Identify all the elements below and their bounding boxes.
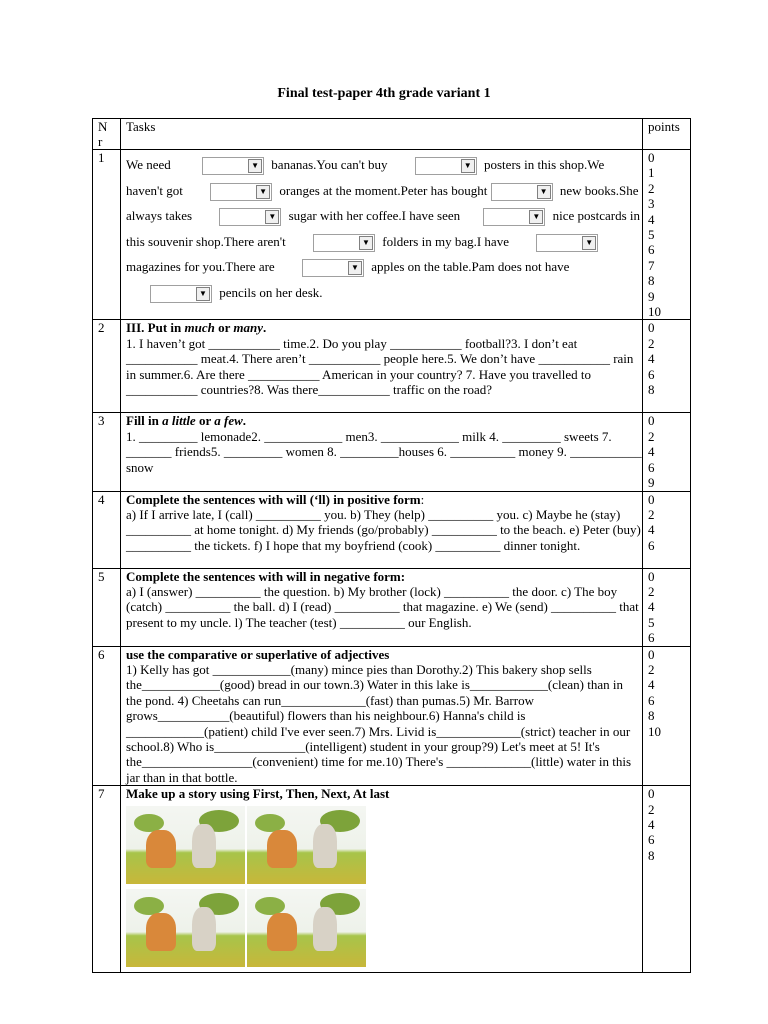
- task-row-7: [93, 786, 691, 973]
- story-picture-4: [247, 889, 366, 967]
- story-picture-2: [247, 806, 366, 884]
- chevron-down-icon[interactable]: ▼: [537, 185, 551, 199]
- header-tasks: Tasks: [121, 119, 643, 150]
- dropdown-9[interactable]: [302, 259, 364, 277]
- points-list: 0 2 4 6 8 10: [643, 646, 691, 786]
- task-number: 4: [93, 491, 121, 568]
- task-number: 5: [93, 568, 121, 646]
- task-body: 1. _________ lemonade2. ____________ men3. ____________ milk 4. _________ sweets 7. _______ friends5. _________ women 8. _________houses 6. __________ money 9. ___________ snow: [126, 428, 642, 475]
- story-picture-1: [126, 806, 245, 884]
- chevron-down-icon[interactable]: ▼: [248, 159, 262, 173]
- task-heading: III. Put in much or many.: [126, 320, 267, 336]
- chevron-down-icon[interactable]: ▼: [256, 185, 270, 199]
- page-title: Final test-paper 4th grade variant 1: [277, 86, 491, 101]
- dropdown-1[interactable]: [202, 157, 264, 175]
- story-picture-3: [126, 889, 245, 967]
- dropdown-7[interactable]: [313, 234, 375, 252]
- task-content: Complete the sentences with will (‘ll) in positive form: a) If I arrive late, I (call) __________ you. b) They (help) __________ you. c) Maybe he (stay) __________ at home tonight. d) My friends (go/probably) __________ to the beach. e) Peter (buy) __________ the tickets. f) I hope that my boyfriend (cook) __________ dinner tonight.: [121, 491, 643, 568]
- task-number: 7: [93, 786, 121, 973]
- chevron-down-icon[interactable]: ▼: [359, 236, 373, 250]
- fill-dropdown-text: We need ▼ bananas.You can't buy ▼ posters in this shop.We haven't got ▼ oranges at the moment.Peter has bought ▼ new books.She always takes ▼ sugar with her coffee.I have seen ▼ nice postcards in this souvenir shop.There aren't ▼ folders in my bag.I have ▼ magazines for you.There are ▼ apples on the table.Pam does not have ▼ pencils on her desk.: [126, 150, 642, 305]
- dropdown-8[interactable]: [536, 234, 598, 252]
- points-list: 0 2 4 6: [643, 491, 691, 568]
- task-row-6: [93, 646, 691, 786]
- points-list: 0 2 4 6 8: [643, 786, 691, 973]
- points-list: 0 2 4 6 8: [643, 320, 691, 413]
- story-pictures: [126, 802, 642, 973]
- chevron-down-icon[interactable]: ▼: [265, 210, 279, 224]
- task-body: 1. I haven’t got ___________ time.2. Do you play ___________ football?3. I don’t eat ___________ meat.4. There aren’t ___________ people here.5. We don’t have ___________ rain in summer.6. Are there ___________ American in your country? 7. Have you travelled to ___________ countries?8. Was there___________ traffic on the road?: [126, 335, 634, 398]
- task-row-3: [93, 413, 691, 491]
- task-heading: Fill in a little or a few.: [126, 413, 247, 429]
- task-row-2: [93, 320, 691, 413]
- task-body: a) If I arrive late, I (call) __________ you. b) They (help) __________ you. c) Maybe he (stay) __________ at home tonight. d) My friends (go/probably) __________ to the beach. e) Peter (buy) __________ the tickets. f) I hope that my boyfriend (cook) __________ dinner tonight.: [126, 506, 641, 553]
- chevron-down-icon[interactable]: ▼: [461, 159, 475, 173]
- task-number: 2: [93, 320, 121, 413]
- task-content: [121, 413, 643, 491]
- table-header-row: [93, 119, 691, 150]
- dropdown-3[interactable]: [210, 183, 272, 201]
- chevron-down-icon[interactable]: ▼: [348, 261, 362, 275]
- task-heading: Complete the sentences with will (‘ll) in positive form: [126, 491, 421, 507]
- task-row-1: [93, 150, 691, 320]
- points-list: 0 1 2 3 4 5 6 7 8 9 10: [643, 150, 691, 320]
- task-content: [121, 568, 643, 646]
- task-content: [121, 646, 643, 786]
- task-content: [121, 320, 643, 413]
- task-body: a) I (answer) __________ the question. b) My brother (lock) __________ the door. c) The boy (catch) __________ the ball. d) I (read) __________ that magazine. e) We (send) __________ that present to my uncle. l) The teacher (test) __________ our English.: [126, 583, 639, 630]
- points-list: 0 2 4 5 6: [643, 568, 691, 646]
- task-body: 1) Kelly has got ____________(many) mince pies than Dorothy.2) This bakery shop sells the____________(good) bread in our town.3) Water in this lake is____________(clean) than in the pond. 4) Cheetahs can run_____________(fast) than pumas.5) Mr. Barrow grows___________(beautiful) flowers than his neighbour.6) Hanna's child is ____________(patient) child I've ever seen.7) Mrs. Livid is_____________(strict) teacher in our school.8) Who is______________(intelligent) student in your group?9) Let's meet at 5! It's the_________________(convenient) time for me.10) There's _____________(little) water in this jar than in that bottle.: [126, 661, 632, 785]
- task-heading: Complete the sentences with will in negative form:: [126, 568, 406, 584]
- chevron-down-icon[interactable]: ▼: [582, 236, 596, 250]
- task-heading: use the comparative or superlative of adjectives: [126, 646, 390, 662]
- dropdown-4[interactable]: [491, 183, 553, 201]
- task-number: 6: [93, 646, 121, 786]
- chevron-down-icon[interactable]: ▼: [196, 287, 210, 301]
- dropdown-5[interactable]: [219, 208, 281, 226]
- task-content: [121, 150, 643, 320]
- test-table: [92, 118, 691, 973]
- header-nr: N r: [93, 119, 121, 150]
- task-heading: Make up a story using First, Then, Next, At last: [126, 786, 390, 802]
- dropdown-2[interactable]: [415, 157, 477, 175]
- task-row-4: [93, 491, 691, 568]
- chevron-down-icon[interactable]: ▼: [529, 210, 543, 224]
- dropdown-6[interactable]: [483, 208, 545, 226]
- header-points: points: [643, 119, 691, 150]
- task-number: 3: [93, 413, 121, 491]
- task-row-5: [93, 568, 691, 646]
- task-number: 1: [93, 150, 121, 320]
- points-list: 0 2 4 6 9: [643, 413, 691, 491]
- dropdown-10[interactable]: [150, 285, 212, 303]
- task-content: [121, 786, 643, 973]
